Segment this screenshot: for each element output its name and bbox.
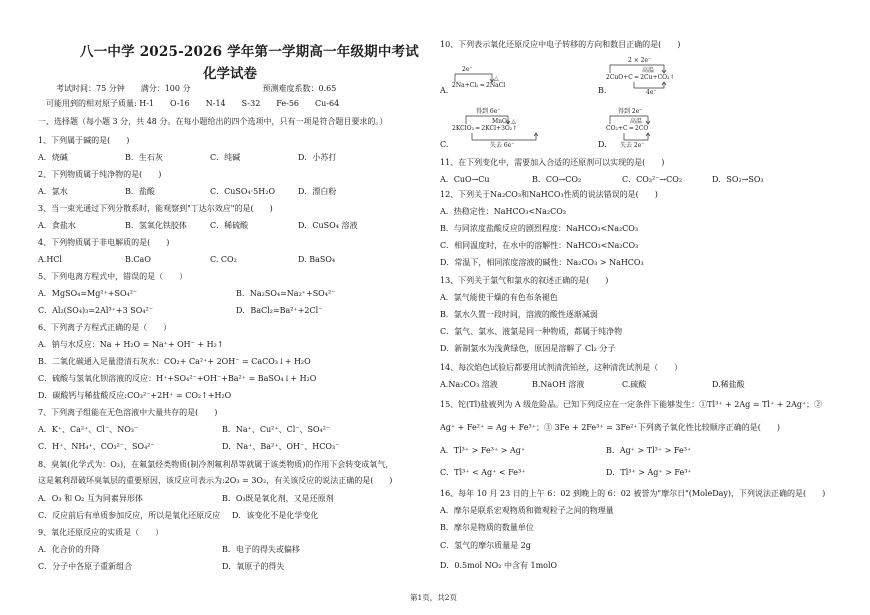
q10-diagram-c — [452, 106, 572, 150]
q10-diagram-d — [606, 106, 706, 150]
q1-option-d: D．小苏打 — [298, 153, 337, 162]
q13-option-a: A．氯气能使干燥的有色布条褪色 — [440, 293, 558, 302]
q10-b-equation: 2CuO+C ═ 2Cu+CO₂↑ — [606, 74, 675, 81]
q16-option-a: A．摩尔是联系宏观物质和微观粒子之间的物理量 — [440, 506, 614, 515]
q10-d-lose: 失去 2e⁻ — [620, 142, 645, 149]
q10-d-condition: 高温 — [630, 118, 643, 125]
q2-option-d: D．漂白粉 — [298, 187, 337, 196]
q11-option-a: A．CuO→Cu — [440, 175, 490, 184]
q6-stem: 6、下列离子方程式正确的是（ ） — [38, 323, 172, 332]
q7-option-c: C．H⁺、NH₄⁺、CO₃²⁻、SO₄²⁻ — [38, 442, 155, 451]
q13-stem: 13、下列关于氯气和氯水的叙述正确的是( ) — [440, 276, 609, 285]
page-footer: 第1页，共2页 — [410, 593, 458, 602]
q10-c-gain: 得到 6e⁻ — [476, 108, 501, 115]
q1-option-c: C．纯碱 — [210, 153, 241, 162]
q10-b-electrons-bottom: 4e⁻ — [646, 89, 657, 96]
q10-d-gain: 得到 2e⁻ — [618, 108, 643, 115]
q4-option-b: B.CaO — [125, 255, 151, 264]
q10-a-condition: △ — [494, 75, 499, 82]
q8-stem-line1: 8、臭氧(化学式为：O₃)，在氟氯烃类物质(制冷剂氟利昂等就属于该类物质)的作用下会转变成氧气， — [38, 460, 394, 469]
q10-c-equation: 2KClO₃ ═ 2KCl+3O₂↑ — [452, 125, 518, 132]
q8-stem-line2: 这是氟利昂破坏臭氧层的重要原因，该反应可表示为:2O₃ = 3O₂，有关该反应的说法正确的是( ) — [38, 476, 393, 485]
q15-stem-line1: 15、铊(Tl)盐被列为 A 级危险品。已知下列反应在一定条件下能够发生：①Tl³⁺ + 2Ag = Tl⁺ + 2Ag⁺；② — [440, 400, 823, 409]
q9-option-a: A．化合价的升降 — [38, 545, 100, 554]
q10-b-condition: 高温 — [642, 67, 655, 74]
q10-option-c: C. — [440, 140, 449, 149]
q2-option-b: B．盐酸 — [125, 187, 155, 196]
q7-option-d: D．Na⁺、Ba²⁺、OH⁻、HCO₃⁻ — [222, 442, 340, 451]
q15-option-a: A．Tl³⁺ > Fe³⁺ > Ag⁺ — [440, 446, 526, 455]
q7-option-b: B．Na⁺、Cu²⁺、Cl⁻、SO₄²⁻ — [222, 425, 331, 434]
q16-option-b: B．摩尔是物质的数量单位 — [440, 523, 534, 532]
q1-option-a: A．烧碱 — [38, 153, 68, 162]
q10-b-electrons-top: 2 × 2e⁻ — [628, 57, 652, 64]
q4-option-c: C. CO₂ — [210, 255, 237, 264]
q11-option-d: D．SO₂→SO₃ — [712, 175, 764, 184]
q9-option-b: B．电子的得失或偏移 — [222, 545, 300, 554]
q10-option-d: D. — [598, 140, 607, 149]
q10-d-equation: CO₂+C ═ 2CO — [606, 125, 649, 132]
q10-diagram-a — [452, 64, 572, 94]
q10-c-lose: 失去 6e⁻ — [490, 142, 515, 149]
q6-option-c: C．硫酸与氢氧化钡溶液的反应：H⁺+SO₄²⁻+OH⁻+Ba²⁺ = BaSO₄↓+ H₂O — [38, 374, 317, 383]
q12-stem: 12、下列关于Na₂CO₃和NaHCO₃性质的说法错误的是( ) — [440, 190, 658, 199]
q5-option-d: D．BaCl₂=Ba²⁺+2Cl⁻ — [236, 306, 323, 315]
exam-title: 八一中学 2025-2026 学年第一学期高一年级期中考试 — [80, 44, 419, 60]
q6-option-b: B．二氧化碳通入足量澄清石灰水：CO₂+ Ca²⁺+ 2OH⁻ = CaCO₃↓+ H₂O — [38, 357, 311, 366]
atomic-masses: 可能用到的相对原子质量: H-1 O-16 N-14 S-32 Fe-56 Cu-64 — [46, 99, 340, 108]
q3-option-a: A．食盐水 — [38, 221, 76, 230]
q9-option-d: D．氧原子的得失 — [222, 562, 285, 571]
q11-stem: 11、在下列变化中，需要加入合适的还原剂可以实现的是( ) — [440, 158, 665, 167]
q2-option-c: C．CuSO₄·5H₂O — [210, 187, 276, 196]
q12-option-b: B．与同浓度盐酸反应的剧烈程度：NaHCO₃<Na₂CO₃ — [440, 224, 639, 233]
q6-option-a: A．钠与水反应：Na + H₂O = Na⁺+ OH⁻ + H₂↑ — [38, 340, 224, 349]
q12-option-d: D．常温下，相同浓度溶液的碱性：Na₂CO₃ > NaHCO₃ — [440, 258, 644, 267]
q5-option-c: C．Al₂(SO₄)₃=2Al³⁺+3 SO₄²⁻ — [38, 306, 153, 315]
exam-subtitle: 化学试卷 — [203, 66, 257, 82]
q14-stem: 14、每次焰色试验后都要用试剂清洗铂丝，这种清洗试剂是（ ） — [440, 363, 683, 372]
q13-option-d: D．新制氯水为浅黄绿色，原因是溶解了 Cl₂ 分子 — [440, 344, 616, 353]
q11-option-c: C．CO₃²⁻→CO₂ — [622, 175, 683, 184]
q3-option-d: D．CuSO₄ 溶液 — [298, 221, 358, 230]
q10-c-condition: MnO₂ △ — [492, 118, 516, 125]
q8-option-c: C．反应前后有单质参加反应，所以是氧化还原反应 — [38, 511, 221, 520]
section-heading: 一、选择题（每小题 3 分，共 48 分。在每小题给出的四个选项中，只有一项是符合题目要求的。） — [38, 117, 388, 126]
q9-stem: 9、氧化还原反应的实质是（ ） — [38, 528, 164, 537]
q3-option-b: B．氢氧化铁胶体 — [125, 221, 187, 230]
q1-option-b: B．生石灰 — [125, 153, 163, 162]
q10-option-b: B. — [598, 86, 607, 95]
q6-option-d: D．碳酸钙与稀盐酸反应:CO₃²⁻+2H⁺ = CO₂↑+H₂O — [38, 391, 232, 400]
q10-a-equation: 2Na+Cl₂ ═ 2NaCl — [452, 82, 506, 89]
q16-option-c: C．氢气的摩尔质量是 2g — [440, 541, 531, 550]
q14-option-d: D.稀盐酸 — [712, 380, 745, 389]
q14-option-b: B.NaOH 溶液 — [532, 380, 585, 389]
q7-option-a: A．K⁺、Ca²⁺、Cl⁻、NO₃⁻ — [38, 425, 139, 434]
q5-option-a: A．MgSO₄=Mg²⁺+SO₄²⁻ — [38, 289, 138, 298]
q11-option-b: B．CO→CO₂ — [532, 175, 582, 184]
q1-stem: 1、下列属于碱的是( ) — [38, 136, 130, 145]
q15-stem-line2: Ag⁺ + Fe²⁺ = Ag + Fe³⁺；③ 3Fe + 2Fe³⁺ = 3Fe²⁺下列离子氧化性比较顺序正确的是( ) — [440, 423, 780, 432]
q12-option-a: A．热稳定性：NaHCO₃<Na₂CO₃ — [440, 207, 566, 216]
q14-option-c: C.硫酸 — [622, 380, 647, 389]
q8-option-b: B．O₃既是氧化剂，又是还原剂 — [222, 494, 334, 503]
q4-option-d: D. BaSO₄ — [298, 255, 336, 264]
q7-stem: 7、下列离子组能在无色溶液中大量共存的是( ) — [38, 408, 218, 417]
q2-option-a: A．氯水 — [38, 187, 68, 196]
q15-option-c: C．Tl³⁺ < Ag⁺ < Fe³⁺ — [440, 468, 526, 477]
q4-option-a: A.HCl — [38, 255, 62, 264]
exam-info: 考试时间：75 分钟 满分：100 分 预测难度系数：0.65 — [56, 84, 337, 93]
q5-option-b: B．Na₂SO₄=Na₂⁺+SO₄²⁻ — [236, 289, 336, 298]
q10-option-a: A. — [440, 86, 449, 95]
q15-option-b: B．Ag⁺ > Tl³⁺ > Fe³⁺ — [606, 446, 692, 455]
q8-option-a: A．O₃ 和 O₂ 互为同素异形体 — [38, 494, 143, 503]
q3-option-c: C．稀硫酸 — [210, 221, 249, 230]
q10-stem: 10、下列表示氧化还原反应中电子转移的方向和数目正确的是( ) — [440, 40, 681, 49]
q15-option-d: D．Tl³⁺ > Ag⁺ > Fe³⁺ — [606, 468, 692, 477]
q14-option-a: A.Na₂CO₃ 溶液 — [440, 380, 498, 389]
q2-stem: 2、下列物质属于纯净物的是( ) — [38, 170, 162, 179]
q12-option-c: C．相同温度时，在水中的溶解性：NaHCO₃<Na₂CO₃ — [440, 241, 639, 250]
q13-option-c: C．氯气、氯水、液氯是同一种物质，都属于纯净物 — [440, 327, 623, 336]
q10-a-electrons: 2e⁻ — [462, 66, 473, 73]
q9-option-c: C．分子中各原子重新组合 — [38, 562, 133, 571]
q5-stem: 5、下列电离方程式中，错误的是（ ） — [38, 272, 188, 281]
q3-stem: 3、当一束光通过下列分散系时，能观察到"丁达尔效应"的是( ) — [38, 204, 273, 213]
q16-stem: 16、每年 10 月 23 日的上午 6：02 到晚上的 6：02 被誉为"摩尔日"(MoleDay)，下列说法正确的是( ) — [440, 489, 826, 498]
q16-option-d: D．0.5mol NO₂ 中含有 1molO — [440, 561, 558, 570]
q4-stem: 4、下列物质属于非电解质的是( ) — [38, 238, 170, 247]
q8-option-d: D．该变化不是化学变化 — [232, 511, 319, 520]
q10-diagram-b — [606, 56, 716, 96]
q13-option-b: B．氯水久置一段时间，溶液的酸性逐渐减弱 — [440, 310, 598, 319]
